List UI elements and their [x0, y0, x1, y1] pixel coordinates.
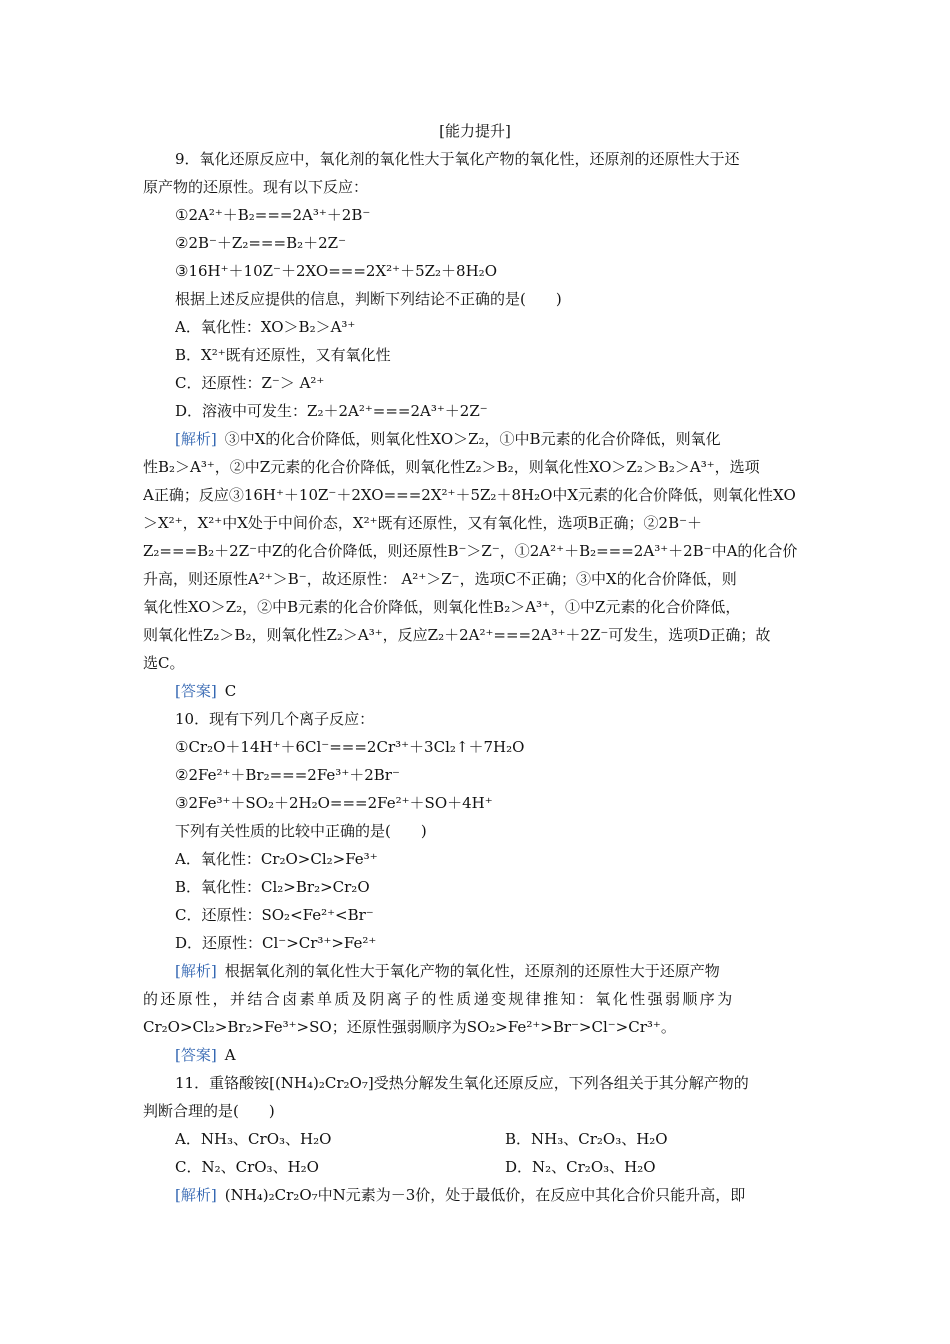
q10-analysis-text: 根据氧化剂的氧化性大于氧化产物的氧化性，还原剂的还原性大于还原产物 [224, 962, 720, 980]
q9-reaction-3: ③16H⁺＋10Z⁻＋2XO===2X²⁺＋5Z₂＋8H₂O [175, 262, 497, 280]
q9-analysis-line4: ＞X²⁺，X²⁺中X处于中间价态，X²⁺既有还原性，又有氧化性，选项B正确；②2B⁻＋ [143, 514, 703, 532]
analysis-tag: [解析] [175, 962, 217, 980]
q10-option-a: A．氧化性：Cr₂O>Cl₂>Fe³⁺ [175, 850, 378, 868]
q9-analysis-line7: 氧化性XO＞Z₂，②中B元素的化合价降低，则氧化性B₂＞A³⁺，①中Z元素的化合价降低， [143, 598, 741, 616]
q11-option-c: C．N₂、CrO₃、H₂O [175, 1158, 319, 1176]
q11-options-row2 [175, 1153, 807, 1181]
q11-option-d: D．N₂、Cr₂O₃、H₂O [505, 1158, 656, 1176]
section-title: [能力提升] [439, 122, 511, 140]
q9-analysis-line3: A正确；反应③16H⁺＋10Z⁻＋2XO===2X²⁺＋5Z₂＋8H₂O中X元素的化合价降低，则氧化性XO [143, 486, 796, 504]
q10-option-d: D．还原性：Cl⁻>Cr³⁺>Fe²⁺ [175, 934, 377, 952]
q9-stem-line2: 原产物的还原性。现有以下反应： [143, 178, 369, 196]
q10-reaction-3: ③2Fe³⁺＋SO₂＋2H₂O===2Fe²⁺＋SO＋4H⁺ [175, 794, 493, 812]
q11-option-b: B．NH₃、Cr₂O₃、H₂O [505, 1130, 668, 1148]
q10-reaction-2: ②2Fe²⁺＋Br₂===2Fe³⁺＋2Br⁻ [175, 766, 400, 784]
q10-analysis-line1 [175, 957, 807, 985]
q9-reaction-1: ①2A²⁺＋B₂===2A³⁺＋2B⁻ [175, 206, 371, 224]
q11-stem-line1: 11．重铬酸铵[(NH₄)₂Cr₂O₇]受热分解发生氧化还原反应，下列各组关于其分解产物的 [175, 1074, 749, 1092]
q11-analysis-line1 [175, 1181, 807, 1209]
q9-analysis-line8: 则氧化性Z₂＞B₂，则氧化性Z₂＞A³⁺，反应Z₂＋2A²⁺===2A³⁺＋2Z⁻可发生，选项D正确；故 [143, 626, 771, 644]
q9-analysis-line5: Z₂===B₂＋2Z⁻中Z的化合价降低，则还原性B⁻＞Z⁻，①2A²⁺＋B₂===2A³⁺＋2B⁻中A的化合价 [143, 542, 798, 560]
q9-option-a: A．氧化性：XO＞B₂＞A³⁺ [175, 318, 356, 336]
q10-answer: A [224, 1046, 236, 1064]
q10-stem: 10．现有下列几个离子反应： [175, 710, 375, 728]
q10-reaction-1: ①Cr₂O＋14H⁺＋6Cl⁻===2Cr³⁺＋3Cl₂↑＋7H₂O [175, 738, 525, 756]
q9-analysis-line1 [175, 425, 807, 453]
analysis-tag: [解析] [175, 1186, 217, 1204]
q9-stem-line1: 9．氧化还原反应中，氧化剂的氧化性大于氧化产物的氧化性，还原剂的还原性大于还 [175, 150, 740, 168]
answer-tag: [答案] [175, 682, 217, 700]
q9-analysis-text: ③中X的化合价降低，则氧化性XO＞Z₂，①中B元素的化合价降低，则氧化 [224, 430, 721, 448]
q11-options-row1 [175, 1125, 807, 1153]
q10-analysis-line3: Cr₂O>Cl₂>Br₂>Fe³⁺>SO；还原性强弱顺序为SO₂>Fe²⁺>Br⁻>Cl⁻>Cr³⁺。 [143, 1018, 676, 1036]
answer-tag: [答案] [175, 1046, 217, 1064]
q9-analysis-line2: 性B₂＞A³⁺，②中Z元素的化合价降低，则氧化性Z₂＞B₂，则氧化性XO＞Z₂＞B₂＞A³⁺，选项 [143, 458, 760, 476]
q11-option-a: A．NH₃、CrO₃、H₂O [175, 1130, 332, 1148]
analysis-tag: [解析] [175, 430, 217, 448]
q11-stem-line2: 判断合理的是( ) [143, 1102, 275, 1120]
q9-option-c: C．还原性：Z⁻＞ A²⁺ [175, 374, 325, 392]
q9-option-b: B．X²⁺既有还原性，又有氧化性 [175, 346, 391, 364]
q9-analysis-line9: 选C。 [143, 654, 185, 672]
q9-answer-line [175, 677, 807, 705]
q10-option-b: B．氧化性：Cl₂>Br₂>Cr₂O [175, 878, 370, 896]
q10-answer-line [175, 1041, 807, 1069]
q10-option-c: C．还原性：SO₂<Fe²⁺<Br⁻ [175, 906, 374, 924]
q10-analysis-line2: 的还原性，并结合卤素单质及阴离子的性质递变规律推知：氧化性强弱顺序为 [143, 990, 735, 1008]
q9-option-d: D．溶液中可发生：Z₂＋2A²⁺===2A³⁺＋2Z⁻ [175, 402, 488, 420]
q10-question: 下列有关性质的比较中正确的是( ) [175, 822, 427, 840]
q9-answer: C [224, 682, 237, 700]
q9-reaction-2: ②2B⁻＋Z₂===B₂＋2Z⁻ [175, 234, 346, 252]
q11-analysis-text: (NH₄)₂Cr₂O₇中N元素为－3价，处于最低价，在反应中其化合价只能升高，即 [224, 1186, 746, 1204]
q9-analysis-line6: 升高，则还原性A²⁺＞B⁻，故还原性： A²⁺＞Z⁻，选项C不正确；③中X的化合价降低，则 [143, 570, 737, 588]
q9-question: 根据上述反应提供的信息，判断下列结论不正确的是( ) [175, 290, 562, 308]
